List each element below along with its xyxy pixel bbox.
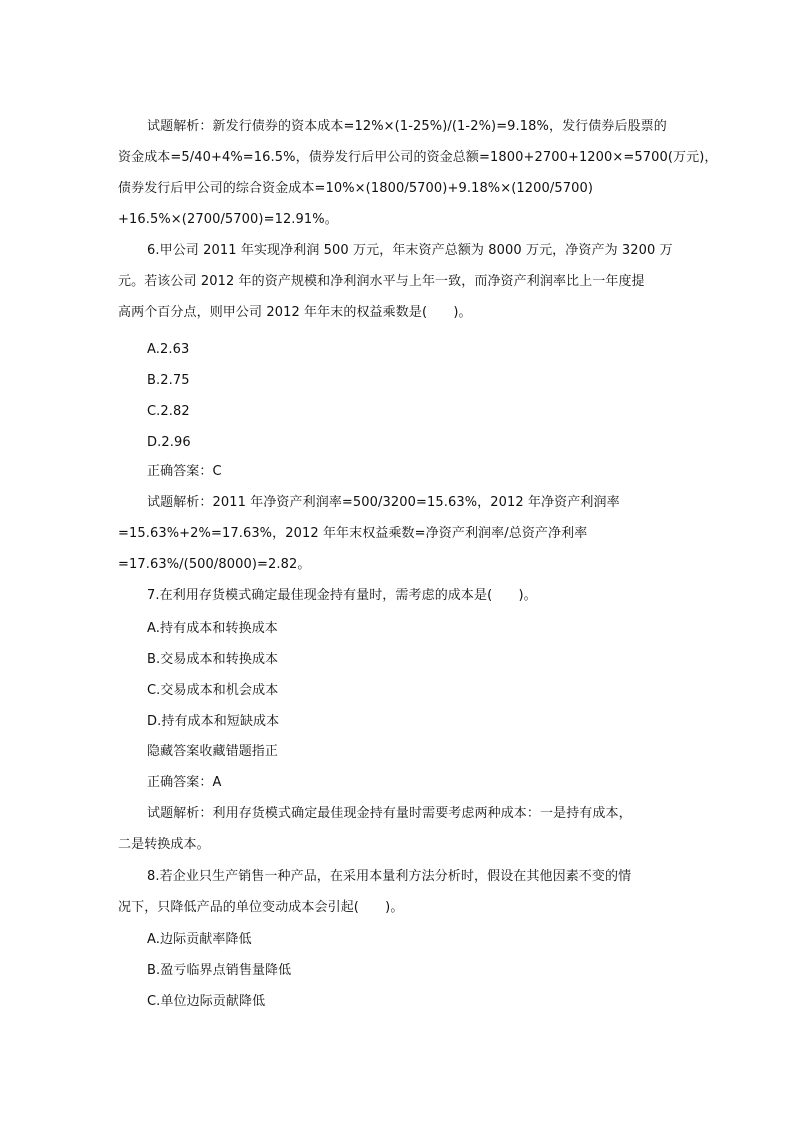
explanation-line: 债券发行后甲公司的综合资金成本=10%×(1800/5700)+9.18%×(1200/5700) xyxy=(118,181,594,196)
question-7-explanation: 试题解析：利用存货模式确定最佳现金持有量时需要考虑两种成本：一是持有成本， xyxy=(147,806,632,821)
question-6-text: 6.甲公司 2011 年实现净利润 500 万元，年末资产总额为 8000 万元，净资产为 3200 万 xyxy=(147,243,673,258)
question-7-text: 7.在利用存货模式确定最佳现金持有量时，需考虑的成本是( )。 xyxy=(147,588,537,603)
question-6-explanation: 试题解析：2011 年净资产利润率=500/3200=15.63%，2012 年净资产利润率 xyxy=(147,495,620,510)
explanation-line: 试题解析：新发行债券的资本成本=12%×(1-25%)/(1-2%)=9.18%，发行债券后股票的 xyxy=(147,119,667,134)
question-7-option-c[interactable]: C.交易成本和机会成本 xyxy=(147,683,279,698)
question-8-text: 8.若企业只生产销售一种产品，在采用本量利方法分析时，假设在其他因素不变的情 xyxy=(147,869,632,884)
question-6-explanation: =17.63%/(500/8000)=2.82。 xyxy=(118,557,311,572)
question-6-answer: 正确答案：C xyxy=(147,464,222,479)
explanation-line: 资金成本=5/40+4%=16.5%，债券发行后甲公司的资金总额=1800+2700+1200×=5700(万元)， xyxy=(118,150,718,165)
question-7-actions-text[interactable]: 隐藏答案收藏错题指正 xyxy=(147,744,279,759)
question-7-option-d[interactable]: D.持有成本和短缺成本 xyxy=(147,714,280,729)
question-6-text: 元。若该公司 2012 年的资产规模和净利润水平与上年一致，而净资产利润率比上一年度提 xyxy=(118,274,645,289)
question-7-option-b[interactable]: B.交易成本和转换成本 xyxy=(147,652,279,667)
question-8-option-a[interactable]: A.边际贡献率降低 xyxy=(147,932,252,947)
question-7-option-a[interactable]: A.持有成本和转换成本 xyxy=(147,621,278,636)
question-6-option-c[interactable]: C.2.82 xyxy=(147,404,190,419)
question-6-text: 高两个百分点，则甲公司 2012 年年末的权益乘数是( )。 xyxy=(118,305,472,320)
question-8-option-c[interactable]: C.单位边际贡献降低 xyxy=(147,994,266,1009)
explanation-line: +16.5%×(2700/5700)=12.91%。 xyxy=(118,212,338,227)
question-6-option-d[interactable]: D.2.96 xyxy=(147,435,191,450)
question-6-explanation: =15.63%+2%=17.63%，2012 年年末权益乘数=净资产利润率/总资产净利率 xyxy=(118,526,588,541)
question-8-text: 况下，只降低产品的单位变动成本会引起( )。 xyxy=(118,900,404,915)
question-7-answer: 正确答案：A xyxy=(147,775,222,790)
question-7-explanation: 二是转换成本。 xyxy=(118,837,210,852)
question-6-option-a[interactable]: A.2.63 xyxy=(147,342,190,357)
question-8-option-b[interactable]: B.盈亏临界点销售量降低 xyxy=(147,963,292,978)
question-6-option-b[interactable]: B.2.75 xyxy=(147,373,190,388)
